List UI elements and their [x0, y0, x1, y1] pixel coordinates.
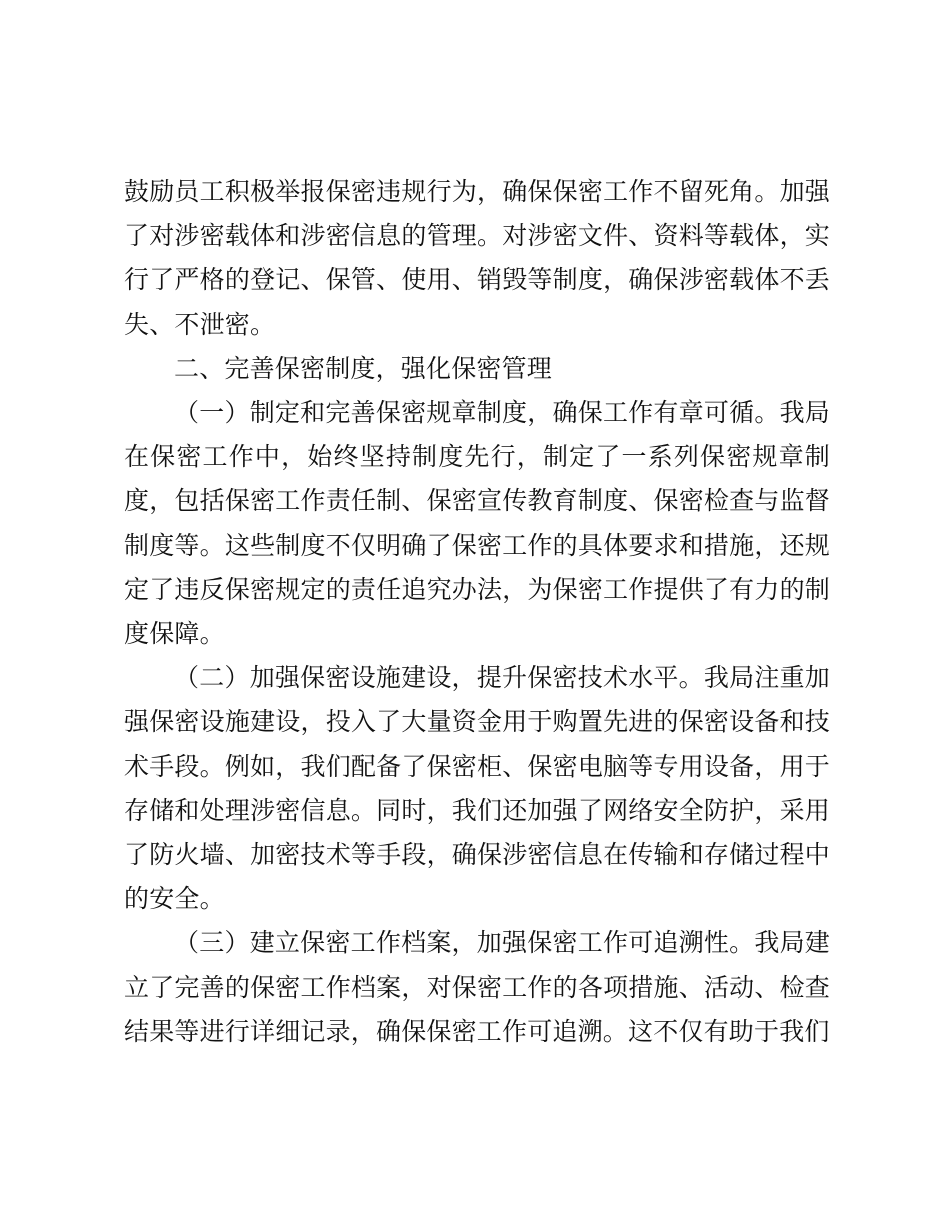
paragraph-item-3: （三）建立保密工作档案，加强保密工作可追溯性。我局建立了完善的保密工作档案，对保密工作的各项措施、活动、检查结果等进行详细记录，确保保密工作可追溯。这不仅有助于我们 — [124, 928, 830, 1046]
section-heading: 二、完善保密制度，强化保密管理 — [174, 353, 553, 383]
body-text — [124, 170, 830, 1054]
paragraph-continuation: 鼓励员工积极举报保密违规行为，确保保密工作不留死角。加强了对涉密载体和涉密信息的管理。对涉密文件、资料等载体，实行了严格的登记、保管、使用、销毁等制度，确保涉密载体不丢失、不泄密。 — [124, 177, 830, 339]
paragraph-item-1: （一）制定和完善保密规章制度，确保工作有章可循。我局在保密工作中，始终坚持制度先行，制定了一系列保密规章制度，包括保密工作责任制、保密宣传教育制度、保密检查与监督制度等。这些制度不仅明确了保密工作的具体要求和措施，还规定了违反保密规定的责任追究办法，为保密工作提供了有力的制度保障。 — [124, 398, 830, 649]
paragraph-item-2: （二）加强保密设施建设，提升保密技术水平。我局注重加强保密设施建设，投入了大量资金用于购置先进的保密设备和技术手段。例如，我们配备了保密柜、保密电脑等专用设备，用于存储和处理涉密信息。同时，我们还加强了网络安全防护，采用了防火墙、加密技术等手段，确保涉密信息在传输和存储过程中的安全。 — [124, 663, 830, 914]
